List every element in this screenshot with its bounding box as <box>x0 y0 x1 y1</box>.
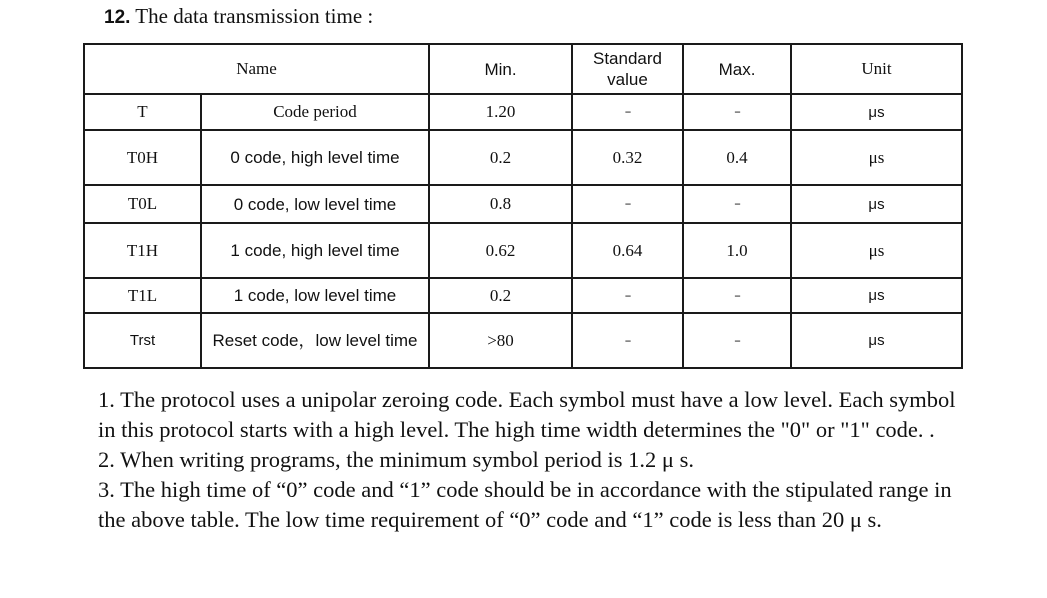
table-row <box>84 278 962 313</box>
symbol-cell: T0L <box>84 185 201 223</box>
note-2: 2. When writing programs, the minimum symbol period is 1.2 μ s. <box>98 447 694 472</box>
min-cell: 0.8 <box>429 185 572 223</box>
unit-cell: μs <box>791 223 962 278</box>
section-title-text: The data transmission time : <box>135 4 374 28</box>
table-row <box>84 223 962 278</box>
unit-cell: μs <box>791 278 962 313</box>
symbol-cell: T0H <box>84 130 201 185</box>
header-standard-value: Standard value <box>572 44 683 94</box>
header-name: Name <box>84 44 429 94</box>
standard-cell: -- <box>572 185 683 223</box>
header-row <box>84 44 962 94</box>
min-cell: 0.2 <box>429 278 572 313</box>
header-min: Min. <box>429 44 572 94</box>
name-cell: 1 code, low level time <box>201 278 429 313</box>
unit-cell: μs <box>791 130 962 185</box>
standard-cell: -- <box>572 94 683 130</box>
timing-table <box>83 43 963 369</box>
min-cell: >80 <box>429 313 572 368</box>
name-cell: Code period <box>201 94 429 130</box>
max-cell: 1.0 <box>683 223 791 278</box>
symbol-cell: T <box>84 94 201 130</box>
name-cell: Reset code，low level time <box>201 313 429 368</box>
header-unit: Unit <box>791 44 962 94</box>
unit-cell: μs <box>791 185 962 223</box>
section-title <box>104 4 373 29</box>
standard-cell: -- <box>572 278 683 313</box>
name-cell: 1 code, high level time <box>201 223 429 278</box>
unit-cell: μs <box>791 94 962 130</box>
unit-cell: μs <box>791 313 962 368</box>
section-number: 12. <box>104 7 131 28</box>
max-cell: 0.4 <box>683 130 791 185</box>
note-1: 1. The protocol uses a unipolar zeroing code. Each symbol must have a low level. Each symbol in this protocol starts with a high level. The high time width determines the "0" or "1" code. . <box>98 387 956 442</box>
symbol-cell: Trst <box>84 313 201 368</box>
table-row <box>84 130 962 185</box>
symbol-cell: T1H <box>84 223 201 278</box>
header-max: Max. <box>683 44 791 94</box>
symbol-cell: T1L <box>84 278 201 313</box>
standard-cell: -- <box>572 313 683 368</box>
notes <box>98 385 978 535</box>
min-cell: 0.2 <box>429 130 572 185</box>
table-row <box>84 94 962 130</box>
standard-cell: 0.32 <box>572 130 683 185</box>
note-3: 3. The high time of “0” code and “1” code should be in accordance with the stipulated range in the above table. The low time requirement of “0” code and “1” code is less than 20 μ s. <box>98 477 952 532</box>
max-cell: -- <box>683 185 791 223</box>
name-cell: 0 code, low level time <box>201 185 429 223</box>
max-cell: -- <box>683 278 791 313</box>
max-cell: -- <box>683 94 791 130</box>
table-row <box>84 313 962 368</box>
standard-cell: 0.64 <box>572 223 683 278</box>
table-row <box>84 185 962 223</box>
name-cell: 0 code, high level time <box>201 130 429 185</box>
min-cell: 0.62 <box>429 223 572 278</box>
max-cell: -- <box>683 313 791 368</box>
min-cell: 1.20 <box>429 94 572 130</box>
